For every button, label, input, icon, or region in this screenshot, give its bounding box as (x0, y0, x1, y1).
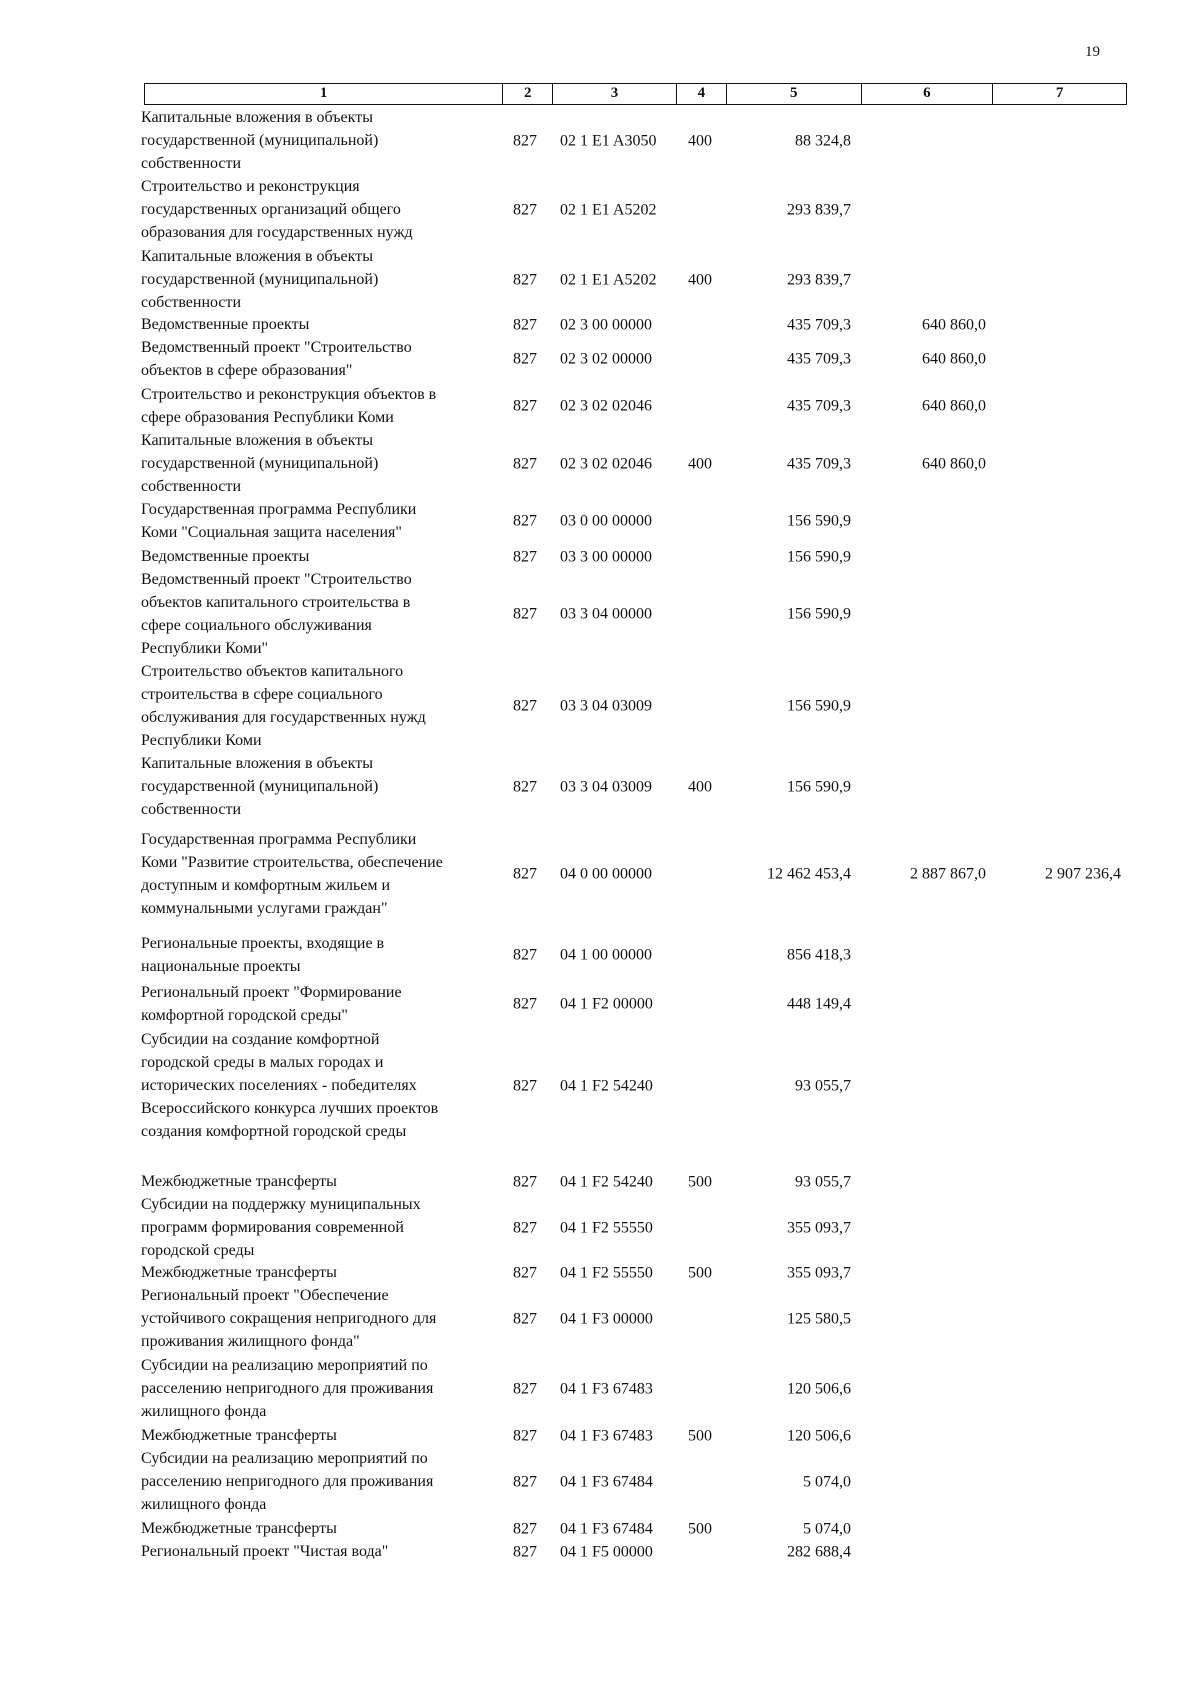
cell-c5: 293 839,7 (787, 271, 851, 288)
cell-c5: 355 093,7 (787, 1219, 851, 1236)
cell-c3: 04 1 F2 54240 (560, 1077, 653, 1094)
table-row (0, 1424, 1200, 1447)
row-name-line: Ведомственные проекты (141, 548, 310, 565)
table-row (0, 336, 1200, 382)
row-name-line: государственных организаций общего (141, 201, 401, 218)
cell-c2: 827 (513, 512, 537, 530)
row-name (141, 1261, 496, 1284)
cell-c3: 02 1 E1 A3050 (560, 132, 657, 149)
cell-c7: 2 907 236,4 (1045, 865, 1121, 883)
cell-c5: 156 590,9 (787, 548, 851, 565)
table-row (0, 383, 1200, 429)
cell-c3: 02 3 00 00000 (560, 316, 652, 333)
cell-c4: 400 (688, 778, 712, 795)
row-name (141, 752, 496, 821)
row-name (141, 175, 496, 244)
cell-c2: 827 (513, 1219, 537, 1236)
cell-c2: 827 (513, 1380, 537, 1397)
cell-c6: 640 860,0 (922, 350, 986, 368)
cell-c2: 827 (513, 201, 537, 218)
row-name (141, 1540, 496, 1563)
row-name-line: Субсидии на реализацию мероприятий по (141, 1450, 428, 1467)
row-name-line: Субсидии на поддержку муниципальных (141, 1196, 421, 1213)
row-name-line: жилищного фонда (141, 1496, 267, 1513)
cell-c3: 03 3 04 03009 (560, 697, 652, 715)
row-name-line: коммунальными услугами граждан" (141, 900, 388, 917)
row-name (141, 313, 496, 336)
table-row (0, 1028, 1200, 1143)
cell-c3: 04 1 00 00000 (560, 946, 652, 964)
row-name (141, 981, 496, 1027)
row-name-line: Региональный проект "Формирование (141, 984, 402, 1001)
row-name-line: городской среды (141, 1242, 255, 1259)
row-name-line: Ведомственный проект "Строительство (141, 339, 412, 356)
header-col-7: 7 (1055, 85, 1064, 101)
row-name (141, 245, 496, 314)
table-row (0, 1517, 1200, 1540)
row-name-line: образования для государственных нужд (141, 224, 413, 241)
table-row (0, 106, 1200, 175)
cell-c5: 435 709,3 (787, 397, 851, 415)
row-name-line: объектов в сфере образования" (141, 362, 353, 379)
row-name-line: исторических поселениях - победителях (141, 1077, 417, 1094)
cell-c2: 827 (513, 316, 537, 333)
cell-c4: 500 (688, 1173, 712, 1190)
row-name-line: Государственная программа Республики (141, 831, 417, 848)
row-name-line: обслуживания для государственных нужд (141, 709, 426, 726)
row-name-line: Государственная программа Республики (141, 501, 417, 518)
row-name (141, 1447, 496, 1516)
cell-c5: 88 324,8 (795, 132, 851, 149)
table-row (0, 1540, 1200, 1563)
row-name (141, 1193, 496, 1262)
row-name-line: сфере образования Республики Коми (141, 409, 394, 426)
row-name (141, 1424, 496, 1447)
cell-c2: 827 (513, 132, 537, 149)
cell-c5: 156 590,9 (787, 778, 851, 795)
cell-c3: 02 1 E1 A5202 (560, 201, 657, 218)
cell-c4: 400 (688, 455, 712, 472)
row-name-line: строительства в сфере социального (141, 686, 383, 703)
row-name (141, 1170, 496, 1193)
row-name (141, 429, 496, 498)
cell-c5: 5 074,0 (803, 1473, 851, 1490)
table-row (0, 545, 1200, 568)
cell-c3: 04 1 F3 67484 (560, 1473, 653, 1490)
cell-c2: 827 (513, 1264, 537, 1281)
row-name-line: государственной (муниципальной) (141, 271, 379, 288)
row-name (141, 1028, 496, 1143)
cell-c5: 156 590,9 (787, 697, 851, 715)
row-name-line: проживания жилищного фонда" (141, 1333, 360, 1350)
table-row (0, 1354, 1200, 1423)
row-name-line: Строительство и реконструкция объектов в (141, 386, 437, 403)
cell-c5: 448 149,4 (787, 995, 851, 1013)
row-name-line: Республики Коми (141, 732, 262, 749)
table-row (0, 1261, 1200, 1284)
row-name-line: собственности (141, 801, 242, 818)
cell-c3: 04 1 F3 67484 (560, 1520, 653, 1537)
cell-c2: 827 (513, 271, 537, 288)
table-header (144, 83, 1127, 105)
cell-c2: 827 (513, 1427, 537, 1444)
table-row (0, 1284, 1200, 1353)
row-name-line: Коми "Развитие строительства, обеспечение (141, 854, 443, 871)
row-name-line: государственной (муниципальной) (141, 455, 379, 472)
cell-c3: 03 3 00 00000 (560, 548, 652, 565)
table-row (0, 1447, 1200, 1516)
row-name-line: Капитальные вложения в объекты (141, 432, 373, 449)
row-name (141, 568, 496, 660)
cell-c5: 856 418,3 (787, 946, 851, 964)
cell-c2: 827 (513, 1543, 537, 1560)
table-row (0, 1170, 1200, 1193)
cell-c3: 04 1 F2 54240 (560, 1173, 653, 1190)
row-name-line: собственности (141, 155, 242, 172)
cell-c6: 640 860,0 (922, 316, 986, 333)
row-name-line: городской среды в малых городах и (141, 1054, 384, 1071)
row-name-line: Капитальные вложения в объекты (141, 755, 373, 772)
row-name-line: Региональный проект "Чистая вода" (141, 1543, 389, 1560)
header-col-3: 3 (553, 84, 677, 104)
cell-c3: 04 1 F2 55550 (560, 1219, 653, 1236)
row-name-line: собственности (141, 478, 242, 495)
row-name (141, 1517, 496, 1540)
cell-c5: 435 709,3 (787, 316, 851, 333)
row-name-line: Межбюджетные трансферты (141, 1173, 337, 1190)
cell-c5: 93 055,7 (795, 1077, 851, 1094)
row-name-line: устойчивого сокращения непригодного для (141, 1310, 437, 1327)
cell-c5: 156 590,9 (787, 605, 851, 623)
cell-c2: 827 (513, 946, 537, 964)
cell-c3: 02 3 02 02046 (560, 455, 652, 472)
cell-c2: 827 (513, 697, 537, 715)
row-name-line: Коми "Социальная защита населения" (141, 524, 402, 541)
row-name (141, 932, 496, 978)
cell-c5: 435 709,3 (787, 455, 851, 472)
cell-c2: 827 (513, 350, 537, 368)
row-name-line: Региональный проект "Обеспечение (141, 1287, 389, 1304)
table-row (0, 429, 1200, 498)
cell-c6: 640 860,0 (922, 455, 986, 472)
row-name (141, 545, 496, 568)
row-name-line: Капитальные вложения в объекты (141, 248, 373, 265)
page-number: 19 (1085, 44, 1100, 60)
table-row (0, 313, 1200, 336)
cell-c2: 827 (513, 865, 537, 883)
cell-c5: 120 506,6 (787, 1380, 851, 1397)
row-name-line: государственной (муниципальной) (141, 778, 379, 795)
cell-c3: 02 3 02 02046 (560, 397, 652, 415)
cell-c5: 120 506,6 (787, 1427, 851, 1444)
row-name (141, 498, 496, 544)
cell-c3: 04 0 00 00000 (560, 865, 652, 883)
cell-c6: 640 860,0 (922, 397, 986, 415)
cell-c2: 827 (513, 1473, 537, 1490)
cell-c3: 04 1 F3 67483 (560, 1380, 653, 1397)
cell-c3: 04 1 F2 00000 (560, 995, 653, 1013)
table-row (0, 1193, 1200, 1262)
row-name (141, 106, 496, 175)
cell-c2: 827 (513, 778, 537, 795)
header-col-4: 4 (677, 84, 727, 104)
row-name (141, 336, 496, 382)
cell-c4: 400 (688, 271, 712, 288)
cell-c5: 12 462 453,4 (767, 865, 851, 883)
header-col-2: 2 (503, 84, 553, 104)
cell-c2: 827 (513, 1077, 537, 1094)
cell-c4: 500 (688, 1520, 712, 1537)
row-name (141, 1284, 496, 1353)
cell-c3: 04 1 F2 55550 (560, 1264, 653, 1281)
row-name-line: Строительство и реконструкция (141, 178, 360, 195)
cell-c2: 827 (513, 995, 537, 1013)
cell-c3: 04 1 F3 00000 (560, 1310, 653, 1327)
cell-c4: 400 (688, 132, 712, 149)
header-col-1: 1 (145, 84, 503, 104)
row-name-line: сфере социального обслуживания (141, 617, 372, 634)
table-row (0, 568, 1200, 660)
cell-c2: 827 (513, 605, 537, 623)
cell-c5: 282 688,4 (787, 1543, 851, 1560)
row-name (141, 383, 496, 429)
cell-c3: 04 1 F5 00000 (560, 1543, 653, 1560)
cell-c3: 03 0 00 00000 (560, 512, 652, 530)
table-row (0, 175, 1200, 244)
row-name-line: жилищного фонда (141, 1403, 267, 1420)
row-name-line: объектов капитального строительства в (141, 594, 411, 611)
cell-c2: 827 (513, 548, 537, 565)
row-name-line: Всероссийского конкурса лучших проектов (141, 1100, 439, 1117)
cell-c2: 827 (513, 455, 537, 472)
header-col-6: 6 (862, 84, 994, 104)
row-name-line: Межбюджетные трансферты (141, 1264, 337, 1281)
row-name-line: собственности (141, 294, 242, 311)
cell-c2: 827 (513, 397, 537, 415)
table-row (0, 828, 1200, 920)
cell-c5: 156 590,9 (787, 512, 851, 530)
row-name-line: государственной (муниципальной) (141, 132, 379, 149)
cell-c3: 02 1 E1 A5202 (560, 271, 657, 288)
table-row (0, 245, 1200, 314)
table-row (0, 660, 1200, 752)
row-name-line: доступным и комфортным жильем и (141, 877, 391, 894)
row-name-line: Республики Коми" (141, 640, 269, 657)
header-col-5: 5 (727, 84, 862, 104)
table-row (0, 981, 1200, 1027)
row-name-line: Межбюджетные трансферты (141, 1427, 337, 1444)
cell-c5: 435 709,3 (787, 350, 851, 368)
cell-c3: 03 3 04 03009 (560, 778, 652, 795)
table-row (0, 752, 1200, 821)
table-row (0, 498, 1200, 544)
cell-c3: 03 3 04 00000 (560, 605, 652, 623)
row-name (141, 828, 496, 920)
row-name-line: программ формирования современной (141, 1219, 404, 1236)
cell-c3: 04 1 F3 67483 (560, 1427, 653, 1444)
cell-c2: 827 (513, 1310, 537, 1327)
cell-c2: 827 (513, 1520, 537, 1537)
row-name-line: Ведомственный проект "Строительство (141, 571, 412, 588)
cell-c4: 500 (688, 1264, 712, 1281)
row-name-line: Капитальные вложения в объекты (141, 109, 373, 126)
cell-c5: 355 093,7 (787, 1264, 851, 1281)
row-name-line: Ведомственные проекты (141, 316, 310, 333)
row-name-line: Субсидии на реализацию мероприятий по (141, 1357, 428, 1374)
row-name-line: создания комфортной городской среды (141, 1123, 407, 1140)
cell-c4: 500 (688, 1427, 712, 1444)
cell-c5: 293 839,7 (787, 201, 851, 218)
row-name-line: Межбюджетные трансферты (141, 1520, 337, 1537)
row-name-line: национальные проекты (141, 958, 301, 975)
row-name (141, 660, 496, 752)
row-name-line: Строительство объектов капитального (141, 663, 404, 680)
table-row (0, 932, 1200, 978)
cell-c5: 5 074,0 (803, 1520, 851, 1537)
row-name-line: расселению непригодного для проживания (141, 1473, 434, 1490)
cell-c6: 2 887 867,0 (910, 865, 986, 883)
row-name-line: Субсидии на создание комфортной (141, 1031, 380, 1048)
cell-c5: 125 580,5 (787, 1310, 851, 1327)
row-name (141, 1354, 496, 1423)
cell-c5: 93 055,7 (795, 1173, 851, 1190)
cell-c2: 827 (513, 1173, 537, 1190)
cell-c3: 02 3 02 00000 (560, 350, 652, 368)
row-name-line: Региональные проекты, входящие в (141, 935, 385, 952)
row-name-line: комфортной городской среды" (141, 1007, 348, 1024)
row-name-line: расселению непригодного для проживания (141, 1380, 434, 1397)
